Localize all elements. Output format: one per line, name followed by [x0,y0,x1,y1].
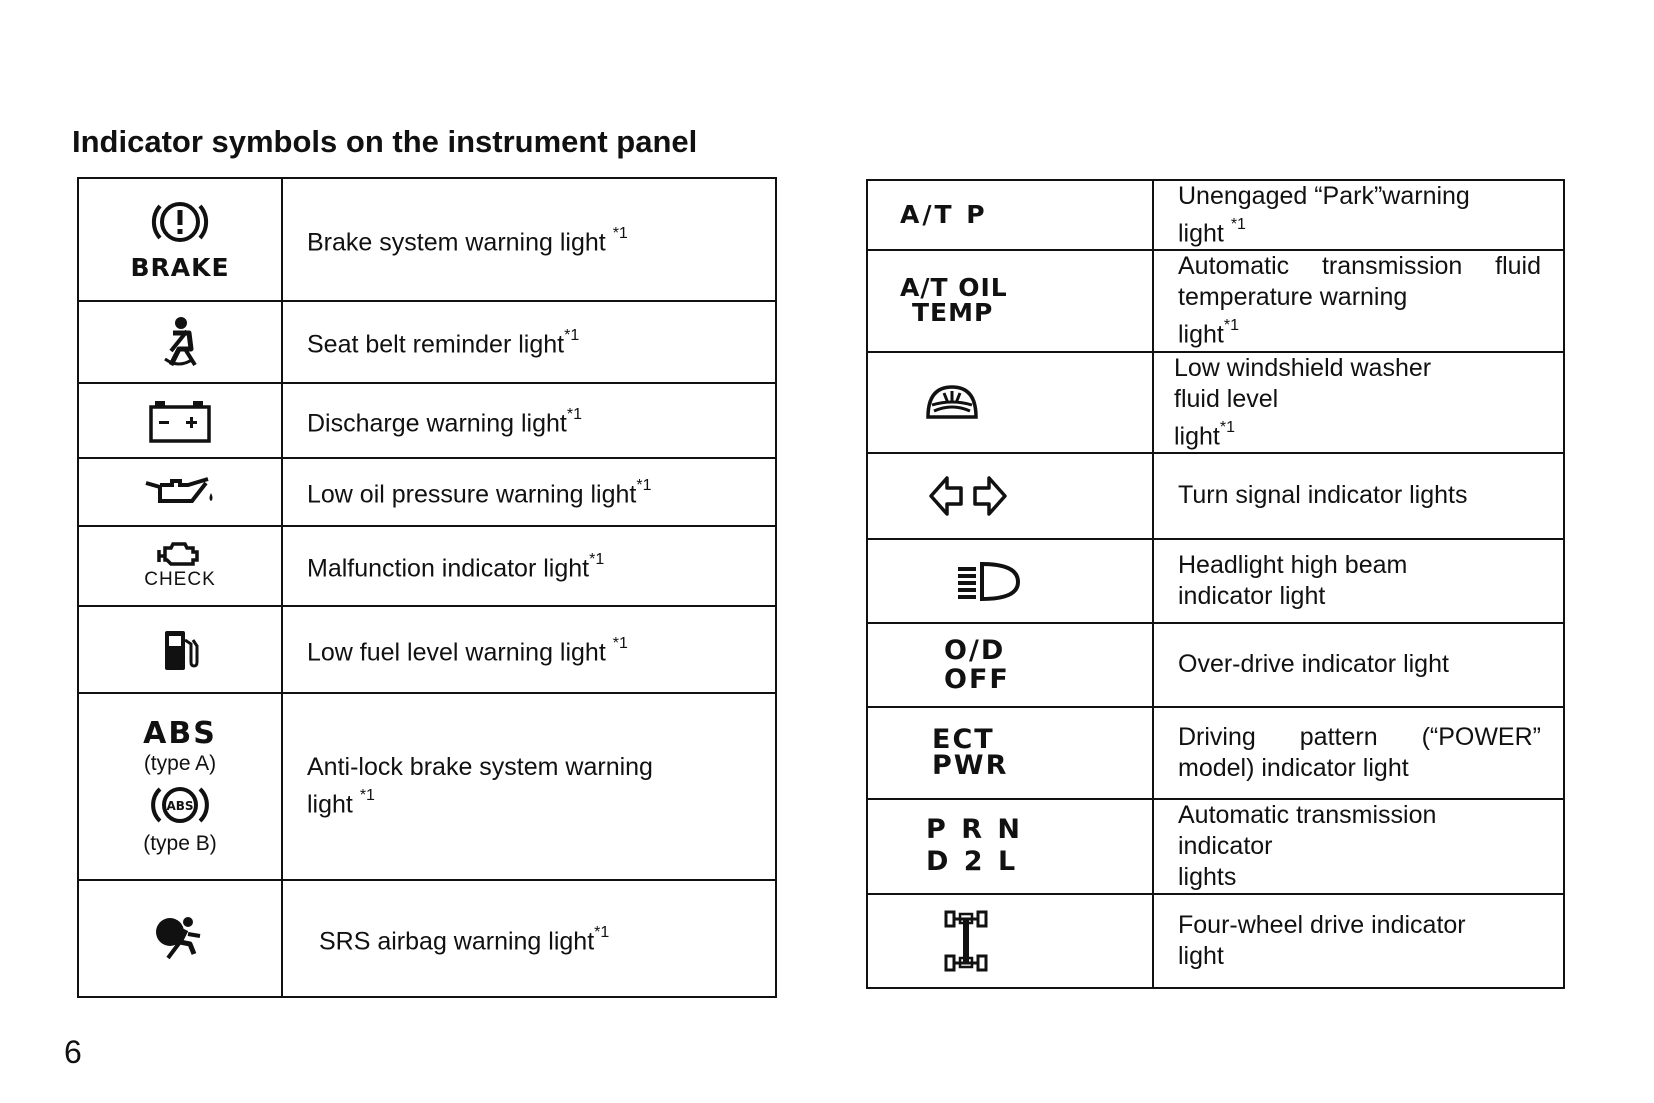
row-description-line1: Automatic transmission indicator [1178,800,1437,860]
svg-text:ABS: ABS [166,798,194,813]
four-wheel-drive-icon [944,908,988,974]
table-row [78,606,776,693]
row-description: SRS airbag warning light [319,927,595,956]
row-description-line1: Driving pattern (“POWER” [1178,722,1541,751]
fuel-pump-icon [161,628,199,672]
row-description-line2: light [1174,421,1220,450]
abs-icon [148,782,212,828]
table-row [867,180,1564,250]
washer-fluid-icon [924,381,980,423]
page-title: Indicator symbols on the instrument panel [72,124,698,159]
footnote-marker: *1 [566,405,582,423]
ect-label: ECT [932,723,995,755]
table-row [78,301,776,383]
at-p-label: A/T P [900,199,988,229]
check-engine-label: CHECK [144,569,216,590]
footnote-marker: *1 [612,634,628,652]
row-description: Discharge warning light [307,409,567,438]
table-row [867,453,1564,539]
table-row [78,880,776,997]
table-row [78,693,776,880]
footnote-marker: *1 [359,787,375,805]
table-row [78,526,776,606]
d2l-label: D 2 L [926,846,1019,878]
off-label: OFF [944,663,1010,695]
footnote-marker: *1 [1230,216,1246,233]
row-description: Four-wheel drive indicator light [1178,910,1466,970]
table-row [867,352,1564,453]
row-description-line1: Automatic transmission fluid [1178,252,1541,281]
footnote-marker: *1 [612,224,628,242]
table-row [78,178,776,301]
brake-warning-icon [148,198,212,246]
footnote-marker: *1 [1219,418,1235,436]
table-row [867,539,1564,623]
page-number: 6 [64,1034,82,1070]
footnote-marker: *1 [636,477,652,495]
oil-can-icon [144,475,216,509]
table-row [78,458,776,526]
row-description-line2: temperature warning light [1178,283,1408,349]
temp-label: TEMP [912,297,994,327]
abs-label: ABS [143,715,217,751]
row-description: Brake system warning light [307,228,613,257]
type-a-label: (type A) [143,751,217,775]
footnote-marker: *1 [564,327,580,345]
row-description: Unengaged “Park”warning light [1178,182,1470,248]
row-description-line1: Low windshield washer fluid level [1174,353,1432,413]
airbag-icon [152,914,208,964]
row-description: Low oil pressure warning light [307,480,637,509]
turn-signal-icon [928,474,1008,518]
indicator-table-right [866,179,1565,989]
table-row [867,894,1564,988]
row-description: Seat belt reminder light [307,330,565,359]
high-beam-icon [956,561,1022,601]
table-row [78,383,776,458]
footnote-marker: *1 [594,923,610,941]
prn-label: P R N [926,814,1023,846]
od-label: O/D [944,634,1006,666]
table-row [867,623,1564,707]
type-b-label: (type B) [143,831,217,855]
table-row [867,799,1564,894]
row-description: Headlight high beam indicator light [1178,550,1408,610]
row-description-line2: model) indicator light [1178,753,1409,782]
row-description: Turn signal indicator lights [1178,481,1468,510]
brake-label: BRAKE [130,253,230,282]
row-description: Low fuel level warning light [307,638,613,667]
row-description: Anti-lock brake system warning light [307,753,653,819]
footnote-marker: *1 [1223,317,1239,335]
battery-icon [149,399,211,443]
check-engine-icon [157,540,203,568]
at-oil-label: A/T OIL [900,272,1008,302]
table-row [867,707,1564,799]
pwr-label: PWR [932,749,1009,781]
indicator-table-left [77,177,777,998]
row-description: Malfunction indicator light [307,554,590,583]
table-row [867,250,1564,351]
row-description: Over-drive indicator light [1178,650,1449,679]
footnote-marker: *1 [589,551,605,569]
row-description-line2: lights [1178,862,1237,891]
seat-belt-icon [157,315,203,369]
